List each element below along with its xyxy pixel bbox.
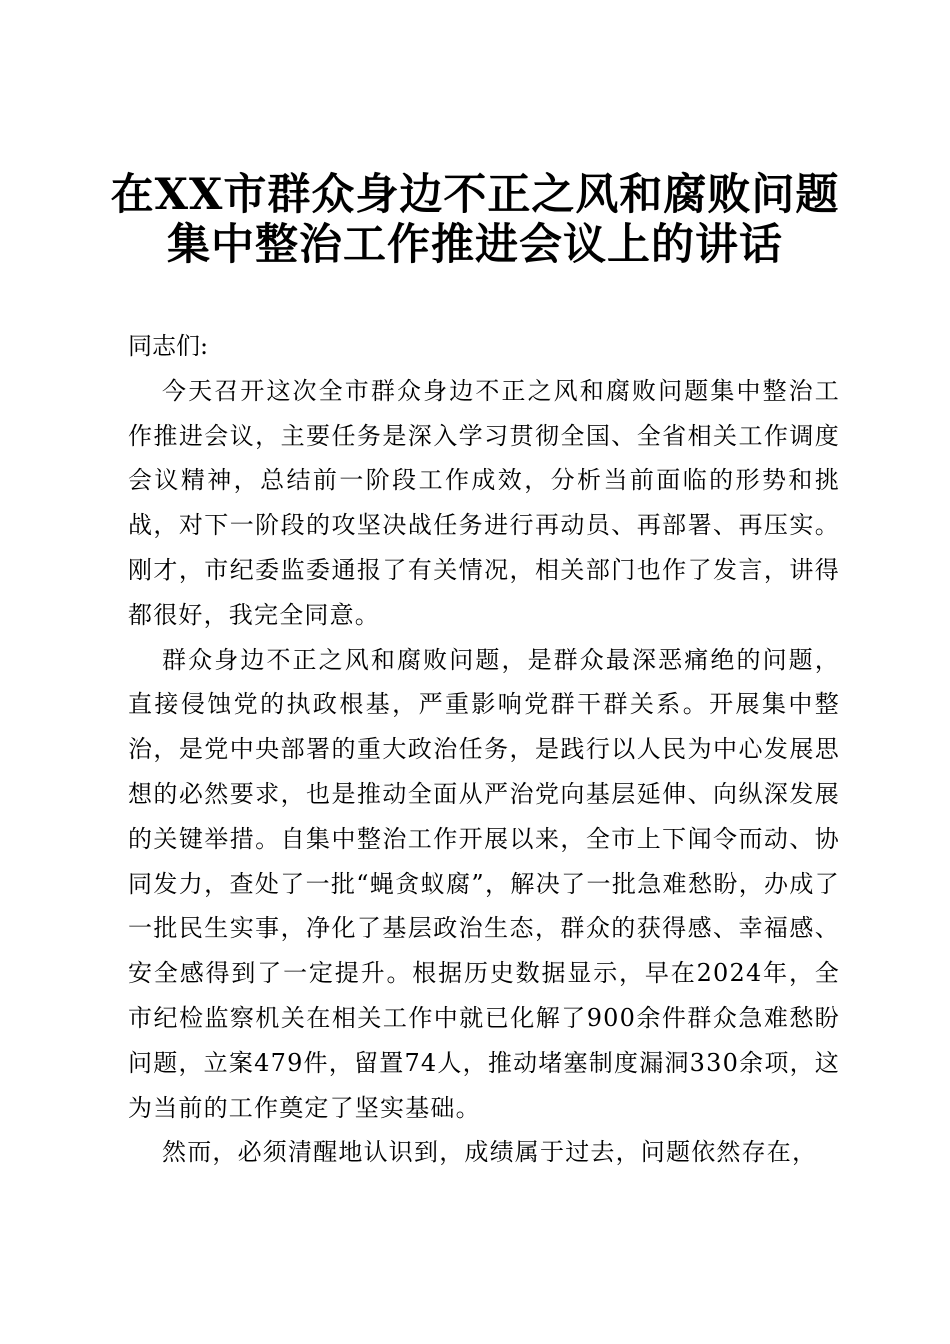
paragraph-1: 今天召开这次全市群众身边不正之风和腐败问题集中整治工作推进会议，主要任务是深入学习贯彻全国、全省相关工作调度会议精神，总结前一阶段工作成效，分析当前面临的形势和挑战，对下一阶段的攻坚决战任务进行再动员、再部署、再压实。刚才，市纪委监委通报了有关情况，相关部门也作了发言，讲得都很好，我完全同意。 [128, 376, 840, 629]
document-body [128, 324, 840, 1175]
paragraph-3: 然而，必须清醒地认识到，成绩属于过去，问题依然存在， [162, 1138, 818, 1167]
document-title-line-1: 在XX市群众身边不正之风和腐败问题 [110, 170, 840, 220]
salutation: 同志们: [128, 332, 209, 360]
document-title-line-2: 集中整治工作推进会议上的讲话 [167, 220, 783, 270]
paragraph-2: 群众身边不正之风和腐败问题，是群众最深恶痛绝的问题，直接侵蚀党的执政根基，严重影响党群干群关系。开展集中整治，是党中央部署的重大政治任务，是践行以人民为中心发展思想的必然要求，也是推动全面从严治党向基层延伸、向纵深发展的关键举措。自集中整治工作开展以来，全市上下闻令而动、协同发力，查处了一批“蝇贪蚁腐”，解决了一批急难愁盼，办成了一批民生实事，净化了基层政治生态，群众的获得感、幸福感、安全感得到了一定提升。根据历史数据显示，早在2024年，全市纪检监察机关在相关工作中就已化解了900余件群众急难愁盼问题，立案479件，留置74人，推动堵塞制度漏洞330余项，这为当前的工作奠定了坚实基础。 [128, 645, 840, 1122]
